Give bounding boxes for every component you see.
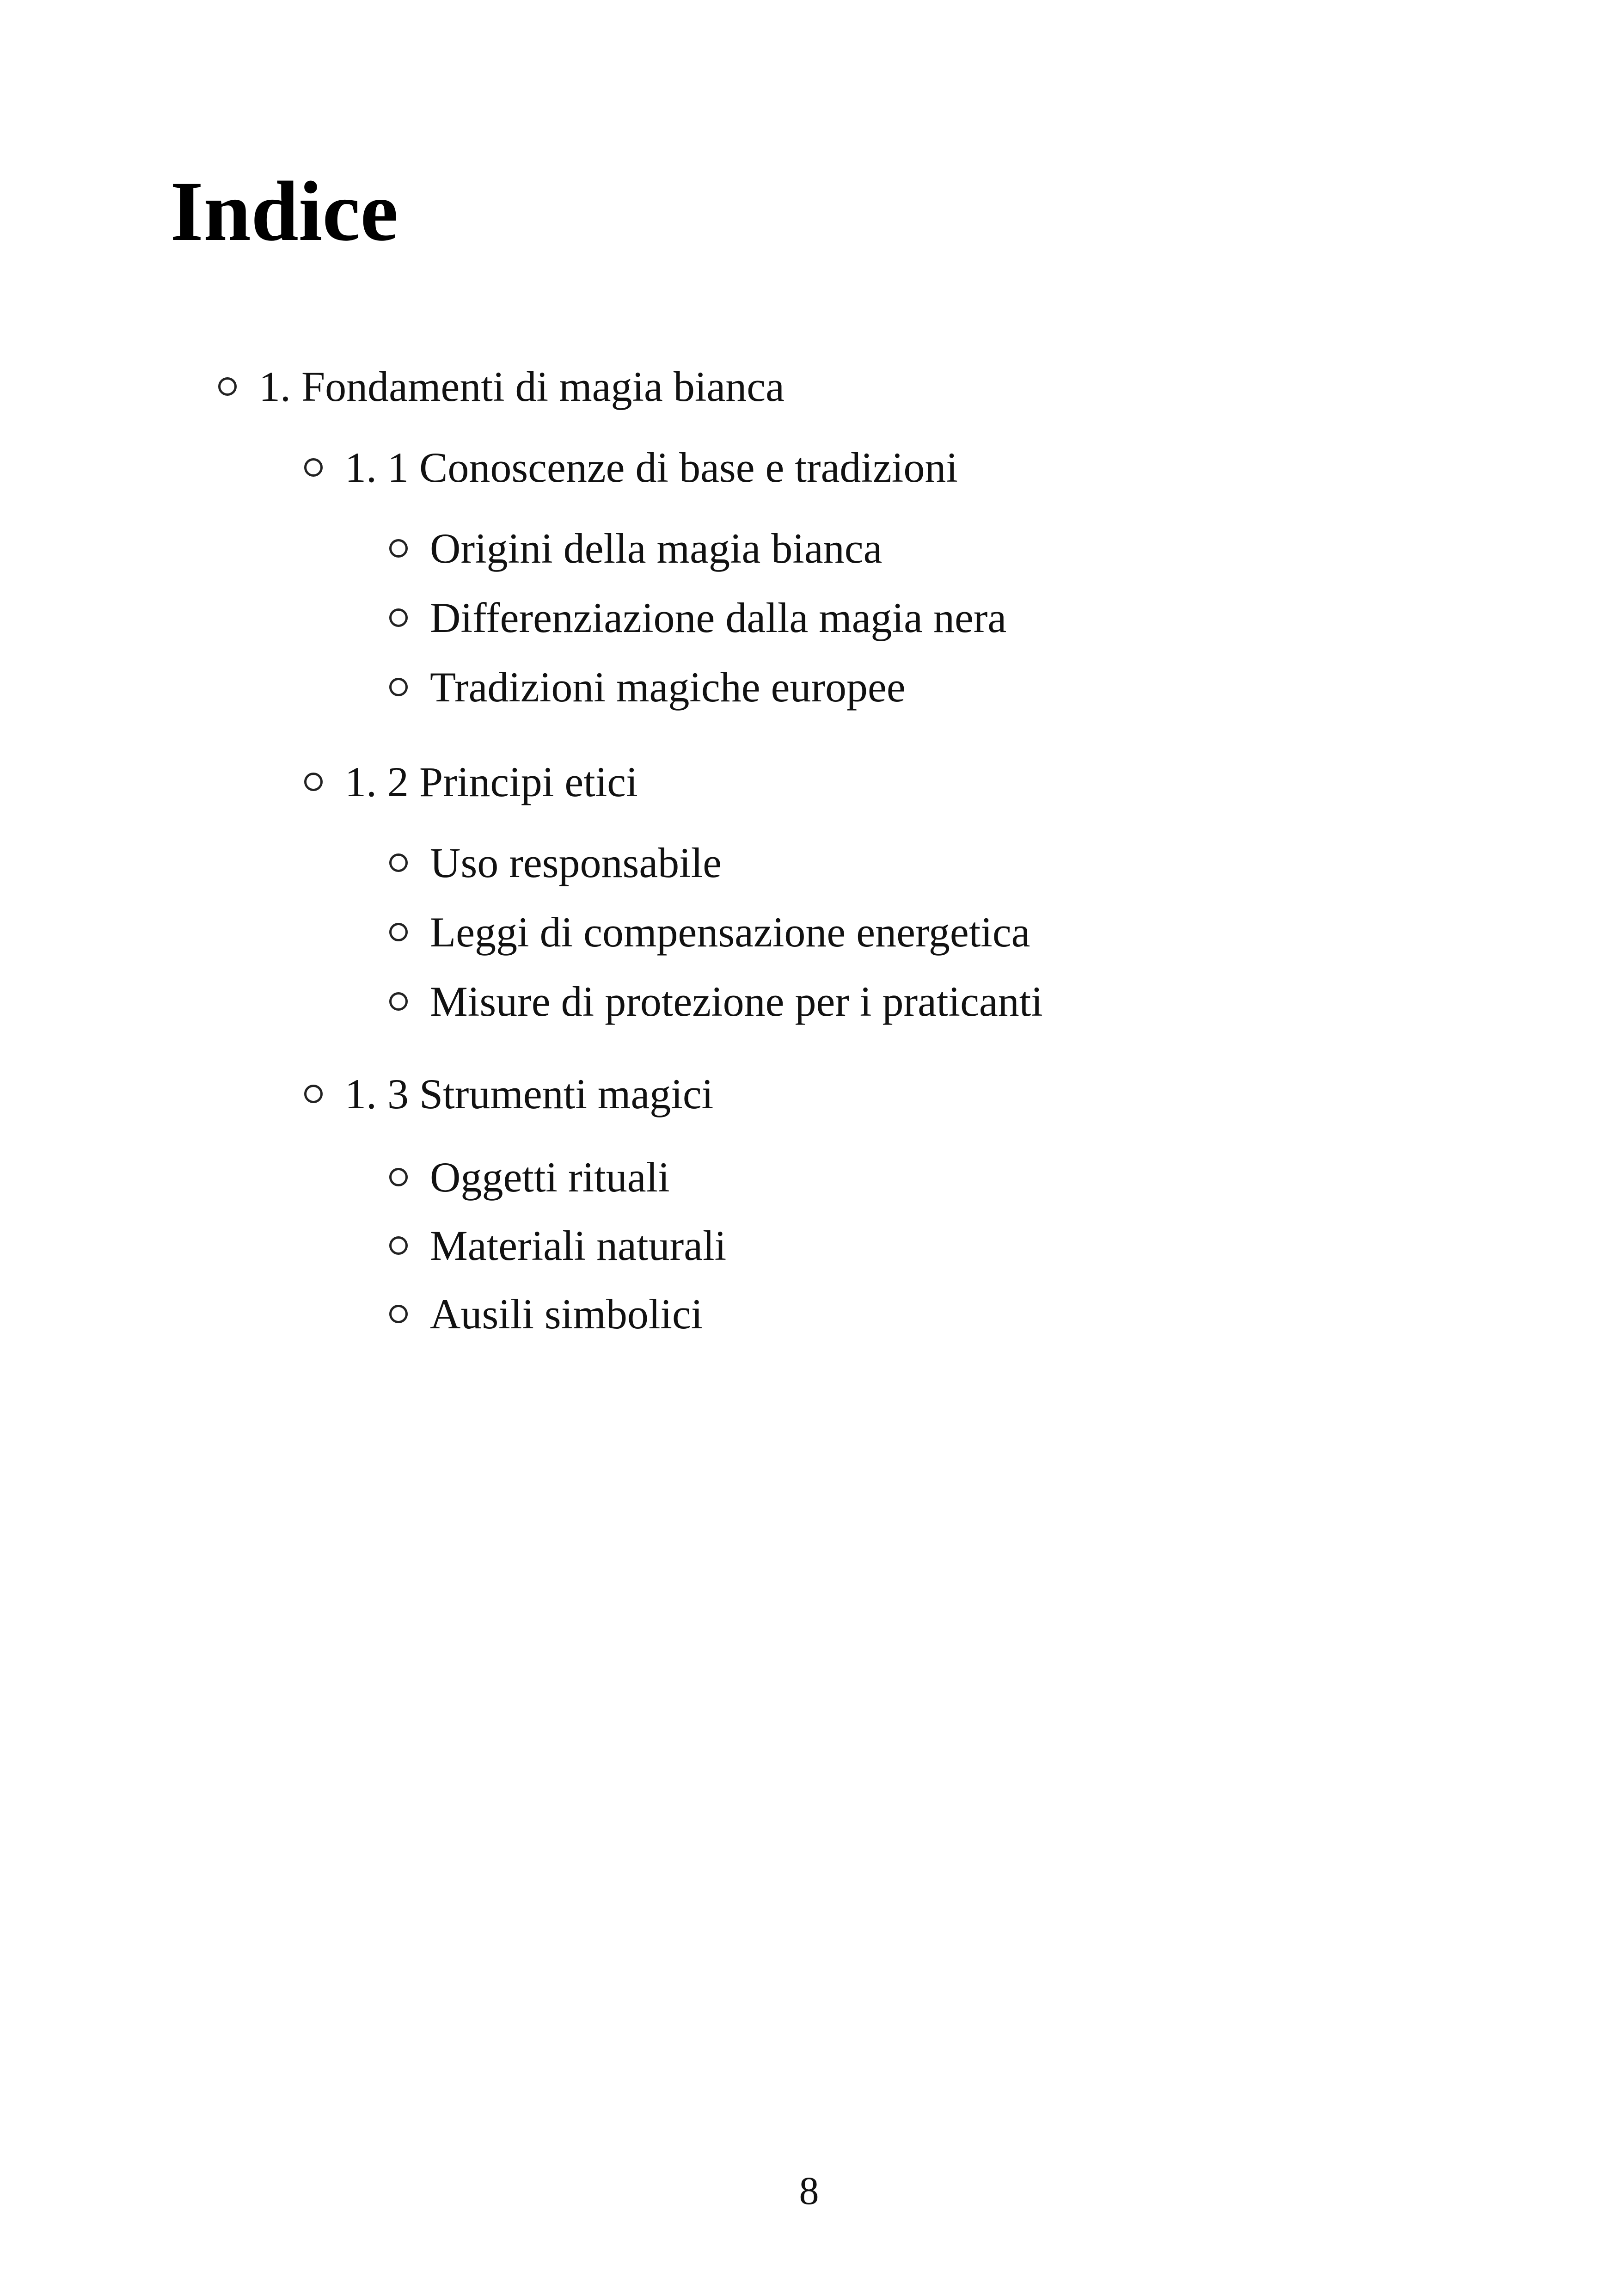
toc-item-label: Oggetti rituali: [430, 1154, 670, 1201]
toc-item-label: Leggi di compensazione energetica: [430, 909, 1030, 956]
hollow-circle-icon: [389, 608, 408, 627]
hollow-circle-icon: [304, 773, 323, 791]
toc-item[interactable]: [389, 909, 1030, 956]
hollow-circle-icon: [389, 539, 408, 558]
toc-item-label: Tradizioni magiche europee: [430, 663, 906, 711]
toc-item-label: Misure di protezione per i praticanti: [430, 978, 1043, 1025]
toc-item[interactable]: [389, 841, 722, 884]
toc-section-label: 1. 3 Strumenti magici: [345, 1070, 714, 1117]
hollow-circle-icon: [304, 458, 323, 477]
toc-section-1-3[interactable]: [304, 1070, 714, 1117]
hollow-circle-icon: [389, 1236, 408, 1255]
toc-item[interactable]: [389, 1224, 726, 1267]
hollow-circle-icon: [389, 923, 408, 941]
hollow-circle-icon: [389, 853, 408, 872]
hollow-circle-icon: [218, 377, 237, 396]
toc-section-label: 1. 2 Principi etici: [345, 758, 638, 805]
toc-item-label: Ausili simbolici: [430, 1290, 703, 1338]
toc-item[interactable]: [389, 1290, 703, 1338]
toc-item-label: Uso responsabile: [430, 839, 722, 886]
hollow-circle-icon: [304, 1085, 323, 1103]
toc-item[interactable]: [389, 1154, 670, 1201]
toc-item-label: Origini della magia bianca: [430, 525, 883, 572]
toc-section-1-1[interactable]: [304, 446, 958, 489]
hollow-circle-icon: [389, 678, 408, 696]
hollow-circle-icon: [389, 1168, 408, 1186]
hollow-circle-icon: [389, 992, 408, 1011]
page-title: Indice: [170, 164, 398, 259]
hollow-circle-icon: [389, 1305, 408, 1323]
page-number: 8: [799, 2168, 819, 2213]
toc-section-label: 1. 1 Conoscenze di base e tradizioni: [345, 444, 958, 491]
toc-item[interactable]: [389, 980, 1043, 1023]
toc-section-1-2[interactable]: [304, 758, 638, 805]
toc-chapter-label: 1. Fondamenti di magia bianca: [259, 363, 784, 410]
toc-item-label: Differenziazione dalla magia nera: [430, 594, 1007, 641]
toc-chapter-1[interactable]: [218, 365, 784, 408]
toc-item-label: Materiali naturali: [430, 1222, 727, 1269]
toc-item[interactable]: [389, 596, 1006, 639]
toc-item[interactable]: [389, 663, 906, 711]
toc-item[interactable]: [389, 527, 882, 570]
